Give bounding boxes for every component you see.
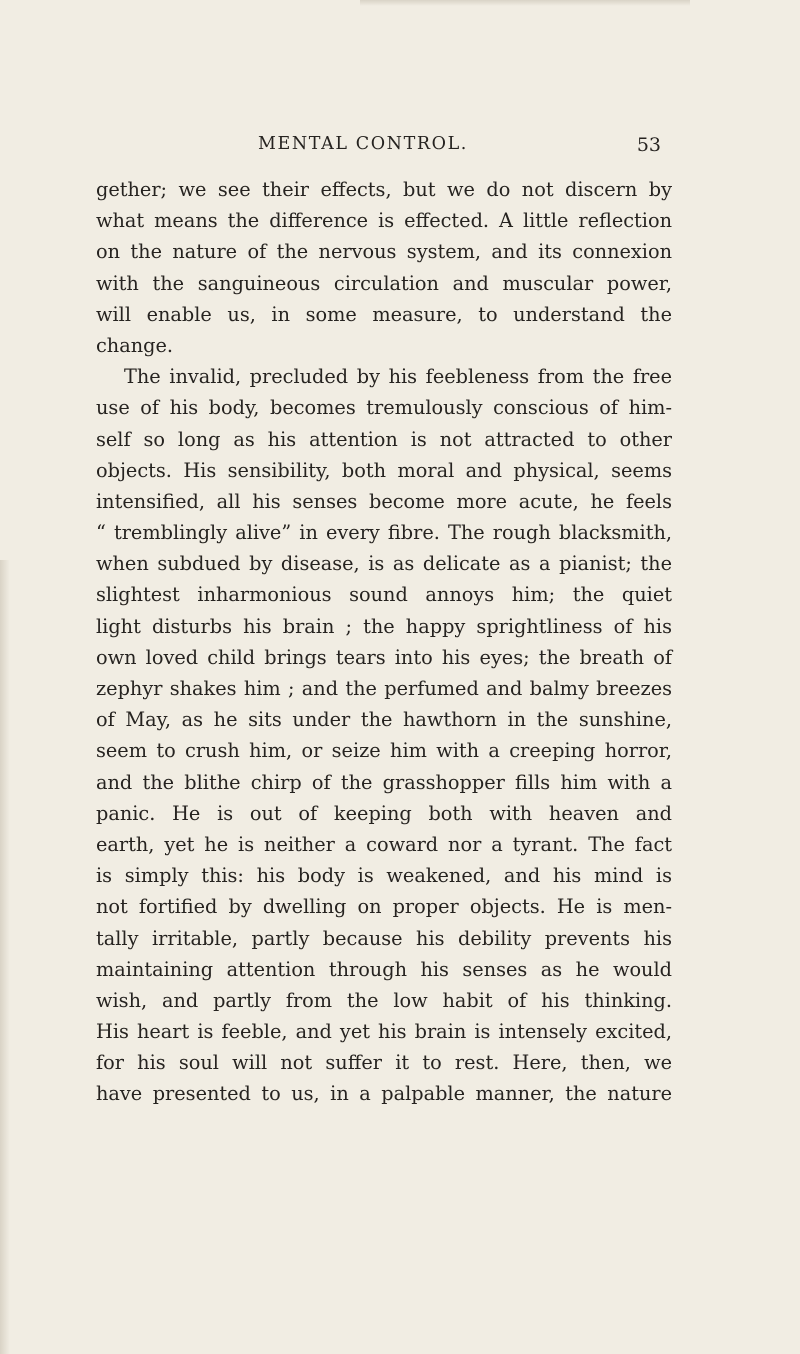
text-line: maintaining attention through his senses as he would [96, 957, 672, 981]
text-line: slightest inharmonious sound annoys him; the quiet [96, 583, 672, 607]
text-line: gether; we see their effects, but we do not discern by [96, 178, 672, 201]
scan-shadow-left [0, 560, 10, 1354]
text-line: change. [96, 333, 174, 357]
text-line: is simply this: his body is weakened, and his mind is [96, 864, 672, 888]
text-line: The invalid, precluded by his feebleness from the free [124, 365, 672, 389]
text-line: use of his body, becomes tremulously conscious of him- [96, 396, 672, 420]
text-line: when subdued by disease, is as delicate as a pianist; the [96, 552, 672, 576]
text-line: what means the difference is effected. A little reflection [96, 209, 672, 233]
page-number: 53 [636, 134, 661, 156]
text-line: seem to crush him, or seize him with a creeping horror, [96, 739, 672, 763]
text-line: wish, and partly from the low habit of his thinking. [96, 988, 672, 1012]
text-line: light disturbs his brain ; the happy sprightliness of his [96, 614, 672, 638]
text-line: of May, as he sits under the hawthorn in the sunshine, [96, 708, 672, 732]
text-line: tally irritable, partly because his debility prevents his [96, 926, 672, 950]
text-line: on the nature of the nervous system, and its connexion [96, 240, 672, 264]
scan-shadow-top [360, 0, 690, 6]
text-line: with the sanguineous circulation and muscular power, [96, 271, 672, 295]
text-line: zephyr shakes him ; and the perfumed and balmy breezes [96, 677, 672, 700]
text-line: self so long as his attention is not attracted to other [96, 427, 672, 451]
body-text [96, 174, 672, 1110]
text-line: have presented to us, in a palpable manner, the nature [96, 1082, 672, 1106]
text-line: objects. His sensibility, both moral and physical, seems [96, 458, 672, 482]
text-line: intensified, all his senses become more acute, he feels [96, 489, 672, 513]
text-line: and the blithe chirp of the grasshopper fills him with a [96, 770, 672, 794]
text-line: “ tremblingly alive” in every fibre. The rough blacksmith, [96, 521, 672, 545]
text-line: for his soul will not suffer it to rest. Here, then, we [96, 1051, 672, 1075]
running-title: MENTAL CONTROL. [258, 134, 468, 154]
text-line: His heart is feeble, and yet his brain is intensely excited, [96, 1020, 672, 1044]
running-head [0, 134, 800, 160]
text-line: earth, yet he is neither a coward nor a tyrant. The fact [96, 832, 672, 856]
text-line: own loved child brings tears into his eyes; the breath of [96, 645, 672, 669]
text-line: will enable us, in some measure, to understand the [96, 302, 672, 326]
text-line: panic. He is out of keeping both with heaven and [96, 801, 672, 825]
text-line: not fortified by dwelling on proper objects. He is men- [96, 895, 672, 919]
